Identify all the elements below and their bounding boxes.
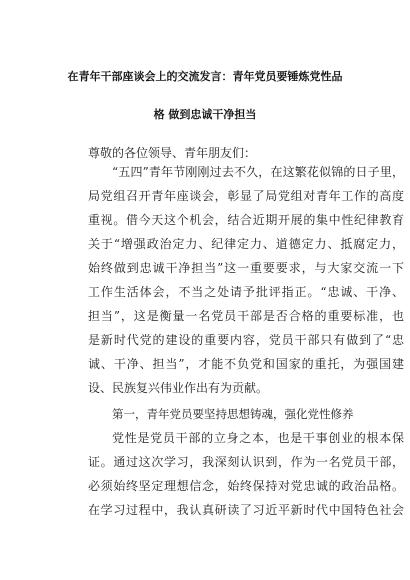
paragraph-2-line: 在学习过程中，我认真研读了习近平新时代中国特色社会 xyxy=(88,503,404,517)
paragraph-2-line: 必须始终坚定理想信念，始终保持对党忠诚的政治品格。 xyxy=(88,479,404,493)
section-1-heading: 第一，青年党员要坚持思想铸魂，强化党性修养 xyxy=(112,407,354,421)
paragraph-1-line: 是新时代党的建设的重要内容，党员干部只有做到了“忠 xyxy=(88,333,404,347)
paragraph-1-line: 始终做到忠诚干净担当”这一重要要求，与大家交流一下 xyxy=(88,261,404,275)
document-title-line-2: 格 做到忠诚干净担当 xyxy=(153,108,257,121)
paragraph-2-line: 证。通过这次学习，我深刻认识到，作为一名党员干部， xyxy=(88,455,404,469)
greeting: 尊敬的各位领导、青年朋友们： xyxy=(88,146,257,160)
paragraph-1-line: 重视。借今天这个机会，结合近期开展的集中性纪律教育 xyxy=(88,213,404,227)
paragraph-2-line: 党性是党员干部的立身之本，也是干事创业的根本保 xyxy=(112,431,404,445)
paragraph-1-line: 诚、干净、担当”，才能不负党和国家的重托，为强国建 xyxy=(88,357,404,371)
paragraph-1-line: 设、民族复兴伟业作出有为贡献。 xyxy=(88,381,269,395)
paragraph-1-line: 工作生活体会，不当之处请予批评指正。“忠诚、干净、 xyxy=(88,285,404,299)
paragraph-1-line: 局党组召开青年座谈会，彰显了局党组对青年工作的高度 xyxy=(88,189,404,203)
paragraph-1-line: 关于“增强政治定力、纪律定力、道德定力、抵腐定力， xyxy=(88,237,404,251)
paragraph-1-line: “五四”青年节刚刚过去不久，在这繁花似锦的日子里， xyxy=(112,165,404,179)
paragraph-1-line: 担当”，这是衡量一名党员干部是否合格的重要标准，也 xyxy=(88,309,404,323)
document-title-line-1: 在青年干部座谈会上的交流发言：青年党员要锤炼党性品 xyxy=(67,70,343,83)
